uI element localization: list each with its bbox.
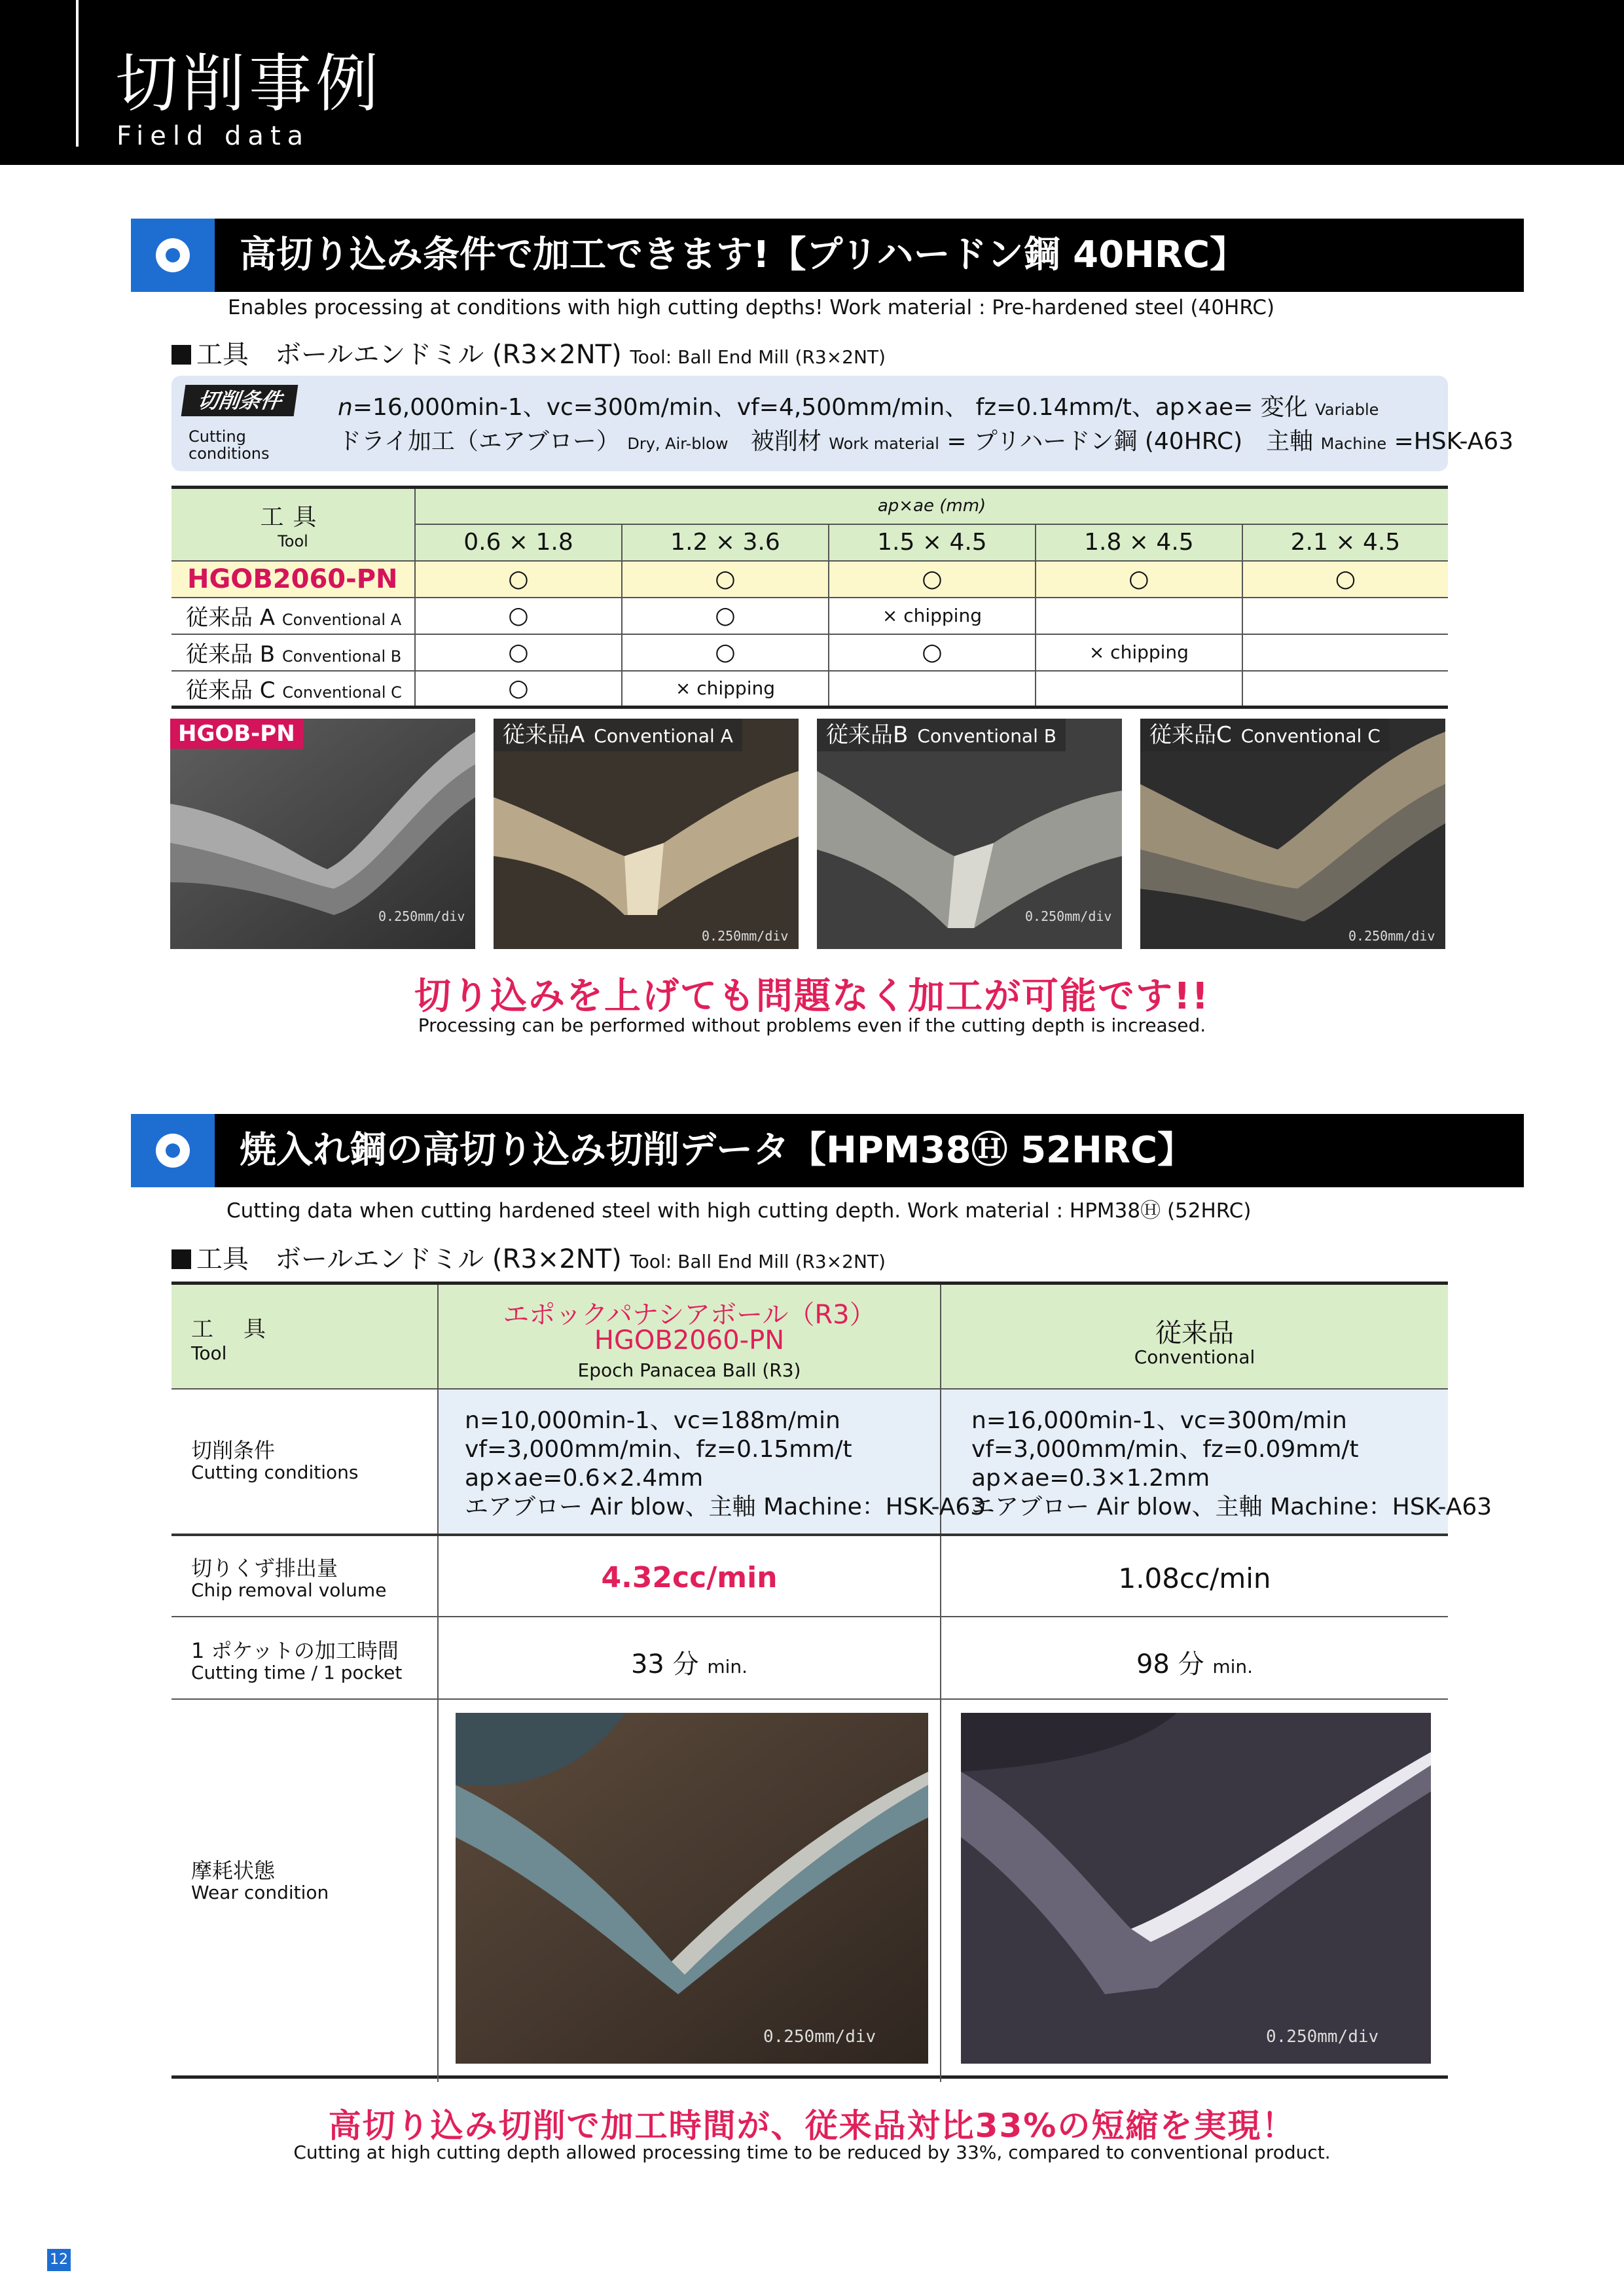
table-cell: × chipping	[829, 598, 1036, 634]
row-name-en: Conventional C	[282, 683, 402, 702]
work-material-value: = プリハードン鋼 (40HRC) 主軸	[947, 428, 1314, 455]
table-row-conv-c	[171, 671, 1448, 708]
tool-header-en: Tool	[278, 531, 308, 550]
table-cell: ○	[829, 561, 1036, 598]
row-name	[171, 634, 415, 671]
wear-photo-hgob	[170, 719, 475, 949]
photo-caption	[817, 719, 1066, 751]
machine-value: =HSK-A63	[1394, 428, 1514, 455]
scale-label: 0.250mm/div	[378, 908, 465, 924]
time-value: 98 分	[1136, 1649, 1204, 1679]
row-divider	[171, 1388, 1448, 1390]
wear-photo-conv-c	[1140, 719, 1445, 949]
col1-name-en: Epoch Panacea Ball (R3)	[577, 1359, 801, 1381]
condition-line: ap×ae=0.6×2.4mm	[465, 1465, 704, 1492]
tool-label-en: Tool: Ball End Mill (R3×2NT)	[630, 346, 886, 368]
table-cell: ○	[415, 671, 622, 708]
row-name-ja: 従来品 B	[186, 641, 276, 668]
section2-subtitle: Cutting data when cutting hardened steel with high cutting depth. Work material : HPM38Ⓗ (52HRC)	[226, 1199, 1252, 1223]
time-unit: min.	[707, 1656, 748, 1677]
tool-header-ja: 工具	[260, 503, 326, 531]
condition-line: ap×ae=0.3×1.2mm	[971, 1465, 1210, 1492]
row-name: HGOB2060-PN	[171, 561, 415, 598]
table-cell: ○	[1242, 561, 1448, 598]
col2-time-value	[941, 1643, 1448, 1681]
col1-chip-value: 4.32cc/min	[601, 1561, 778, 1594]
section2-claim-en: Cutting at high cutting depth allowed processing time to be reduced by 33%, compared to conventional product.	[293, 2142, 1331, 2163]
chip-row-label: 切りくず排出量	[191, 1556, 338, 1581]
time-row-label-en: Cutting time / 1 pocket	[191, 1662, 403, 1683]
table-cell	[1242, 598, 1448, 634]
row-divider	[171, 1698, 1448, 1700]
n-symbol: n	[338, 394, 353, 421]
condition-line: エアブロー Air blow、主軸 Machine：HSK-A63	[971, 1494, 1492, 1520]
col2-chip-value: 1.08cc/min	[1118, 1562, 1271, 1594]
table-cell	[829, 671, 1036, 708]
table-cell: ○	[622, 634, 829, 671]
row-name-en: Conventional B	[281, 647, 402, 666]
section2-heading-bar	[131, 1114, 1524, 1187]
conditions-line-2	[338, 423, 1513, 456]
time-value: 33 分	[630, 1649, 699, 1679]
photo-caption	[1140, 719, 1390, 751]
dim-header: 1.5 × 4.5	[829, 524, 1036, 561]
ap-ae-header: ap×ae (mm)	[415, 488, 1448, 524]
table-row-conv-b	[171, 634, 1448, 671]
table-cell	[1036, 671, 1242, 708]
col1-time-value	[439, 1643, 940, 1681]
cutting-conditions-box	[171, 376, 1514, 471]
scale-label: 0.250mm/div	[763, 2027, 876, 2047]
condition-line: vf=3,000mm/min、fz=0.15mm/t	[465, 1436, 852, 1463]
scale-label: 0.250mm/div	[1025, 908, 1112, 924]
conditions-row-label: 切削条件	[191, 1438, 276, 1463]
row-divider	[171, 1534, 1448, 1536]
wear-photo-image	[494, 719, 799, 949]
scale-label: 0.250mm/div	[1348, 928, 1435, 944]
table-row-hgob	[171, 561, 1448, 598]
dim-header: 1.8 × 4.5	[1036, 524, 1242, 561]
section2-title: 焼入れ鋼の高切り込み切削データ【HPM38Ⓗ 52HRC】	[240, 1129, 1195, 1172]
column-divider	[940, 1285, 941, 2082]
section1-claim: 切り込みを上げても問題なく加工が可能です!!	[414, 975, 1210, 1018]
section-bullet-icon	[131, 1114, 215, 1187]
tool-header-ja: 工 具	[191, 1316, 270, 1342]
caption-en: Conventional A	[594, 725, 733, 747]
chip-row-label-en: Chip removal volume	[191, 1579, 387, 1601]
wear-row-label: 摩耗状態	[191, 1858, 276, 1883]
table-cell: ○	[415, 634, 622, 671]
page-subtitle: Field data	[117, 121, 310, 151]
wear-photo-conv-a	[494, 719, 799, 949]
wear-row-label-en: Wear condition	[191, 1882, 329, 1903]
col1-conditions	[465, 1407, 985, 1522]
section1-title: 高切り込み条件で加工できます!【プリハードン鋼 40HRC】	[240, 234, 1247, 276]
table-cell: ○	[415, 598, 622, 634]
tool-label: 工具 ボールエンドミル (R3×2NT)	[196, 1244, 622, 1274]
table-cell	[1242, 634, 1448, 671]
machine-label-en: Machine	[1320, 435, 1387, 453]
tool-label: 工具 ボールエンドミル (R3×2NT)	[196, 340, 622, 370]
col2-name-ja: 従来品	[1155, 1318, 1234, 1348]
condition-line: エアブロー Air blow、主軸 Machine：HSK-A63	[465, 1494, 986, 1520]
wear-photo-hgob2060	[456, 1713, 928, 2064]
conditions-label: 切削条件	[181, 385, 298, 416]
condition-line: n=10,000min-1、vc=188m/min	[465, 1407, 840, 1434]
wear-photo-image	[1140, 719, 1445, 949]
caption-en: Conventional C	[1240, 725, 1380, 747]
depth-comparison-table	[171, 486, 1448, 709]
conditions-label-en-1: Cutting	[189, 427, 246, 446]
wear-photo-image	[456, 1713, 928, 2064]
column-divider	[437, 1285, 439, 2082]
wear-photo-conv-b	[817, 719, 1122, 949]
page-header	[0, 0, 1624, 165]
page-title: 切削事例	[115, 47, 382, 120]
square-bullet-icon	[171, 345, 191, 365]
photo-tag: HGOB-PN	[170, 719, 303, 749]
tool-column-header	[171, 488, 415, 561]
scale-label: 0.250mm/div	[702, 928, 789, 944]
conditions-line-1	[338, 389, 1379, 422]
table-cell: ○	[829, 634, 1036, 671]
condition-line: n=16,000min-1、vc=300m/min	[971, 1407, 1347, 1434]
conditions-label-en	[189, 428, 269, 463]
wear-photo-conventional	[961, 1713, 1431, 2064]
row-name-ja: 従来品 A	[186, 605, 276, 631]
scale-label: 0.250mm/div	[1266, 2027, 1379, 2047]
tool-label-en: Tool: Ball End Mill (R3×2NT)	[630, 1251, 886, 1272]
col2-name-en: Conventional	[1134, 1346, 1255, 1368]
dim-header: 1.2 × 3.6	[622, 524, 829, 561]
caption-en: Conventional B	[917, 725, 1056, 747]
tool-header-en: Tool	[191, 1342, 227, 1364]
row-name-en: Conventional A	[281, 611, 402, 629]
row-name	[171, 671, 415, 708]
col1-name-ja: エポックパナシアボール（R3）	[503, 1300, 876, 1330]
dim-header: 2.1 × 4.5	[1242, 524, 1448, 561]
square-bullet-icon	[171, 1249, 191, 1269]
conditions-variable: Variable	[1315, 401, 1379, 419]
table-cell	[1036, 598, 1242, 634]
dry-airblow: ドライ加工（エアブロー）	[338, 428, 620, 455]
section2-claim: 高切り込み切削で加工時間が、従来品対比33%の短縮を実現！	[328, 2107, 1296, 2145]
conditions-label-en-2: conditions	[189, 444, 270, 463]
page-number: 12	[47, 2249, 71, 2271]
table-row-conv-a	[171, 598, 1448, 634]
wear-photo-image	[961, 1713, 1431, 2064]
table-cell: ○	[622, 561, 829, 598]
col2-conditions	[971, 1407, 1492, 1522]
cutting-data-table	[171, 1282, 1492, 2079]
section1-claim-en: Processing can be performed without problems even if the cutting depth is increased.	[418, 1014, 1206, 1036]
row-name	[171, 598, 415, 634]
photo-caption	[494, 719, 742, 751]
caption-ja: 従来品C	[1149, 722, 1232, 748]
table-cell	[1242, 671, 1448, 708]
section1-heading-bar	[131, 219, 1524, 292]
conditions-line-1-text: =16,000min-1、vc=300m/min、vf=4,500mm/min、 fz=0.14mm/t、ap×ae= 変化	[352, 394, 1308, 421]
dim-header: 0.6 × 1.8	[415, 524, 622, 561]
section1-tool-line	[171, 334, 886, 371]
condition-line: vf=3,000mm/min、fz=0.09mm/t	[971, 1436, 1359, 1463]
time-row-label: 1 ポケットの加工時間	[191, 1638, 399, 1663]
table-cell: × chipping	[1036, 634, 1242, 671]
table-cell: × chipping	[622, 671, 829, 708]
table-cell: ○	[415, 561, 622, 598]
col1-name-code: HGOB2060-PN	[594, 1325, 785, 1355]
section1-subtitle: Enables processing at conditions with high cutting depths! Work material : Pre-hardened steel (40HRC)	[228, 296, 1275, 319]
row-divider	[171, 1616, 1448, 1617]
row-name-ja: 従来品 C	[186, 677, 276, 704]
time-unit: min.	[1212, 1656, 1254, 1677]
caption-ja: 従来品B	[826, 722, 909, 748]
conditions-row-label-en: Cutting conditions	[191, 1462, 359, 1483]
table-cell: ○	[622, 598, 829, 634]
header-divider	[76, 0, 79, 147]
work-material-label: 被削材	[750, 428, 821, 455]
work-material-label-en: Work material	[829, 435, 939, 453]
section2-tool-line	[171, 1238, 886, 1276]
table-cell: ○	[1036, 561, 1242, 598]
dry-airblow-en: Dry, Air-blow	[627, 435, 729, 453]
caption-ja: 従来品A	[503, 722, 585, 748]
section-bullet-icon	[131, 219, 215, 292]
